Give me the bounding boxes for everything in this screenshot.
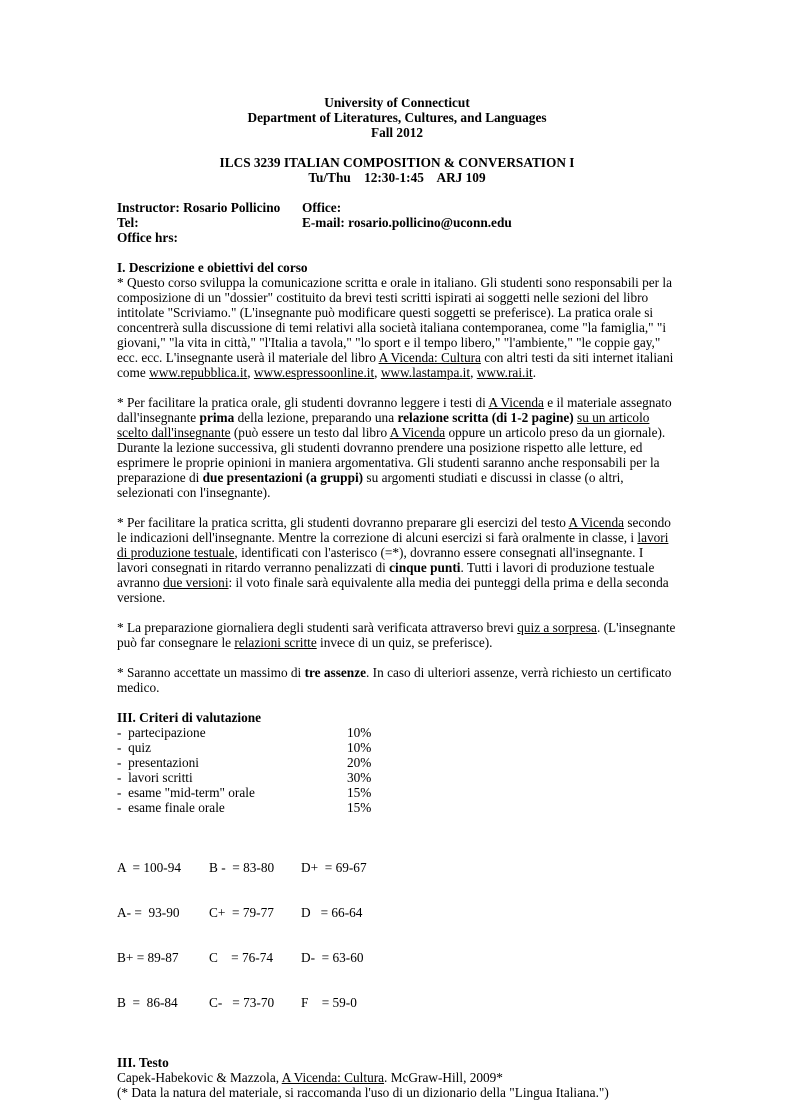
criteria-item: - esame finale orale 15% bbox=[117, 800, 372, 815]
textbook-note: (* Data la natura del materiale, si raccomanda l'uso di un dizionario della "Lingua Italiana.") bbox=[117, 1085, 609, 1100]
university-name: University of Connecticut bbox=[324, 95, 470, 110]
grade-scale bbox=[117, 830, 677, 1040]
book-title: A Vicenda: Cultura bbox=[378, 350, 481, 365]
grade-row: B+ = 89-87 C = 76-74 D- = 63-60 bbox=[117, 950, 364, 965]
link-espresso[interactable]: www.espressoonline.it bbox=[253, 365, 375, 380]
description-paragraph-1: * Questo corso sviluppa la comunicazione scritta e orale in italiano. Gli studenti sono responsabili per la composizione di un "dossier" costituito da brevi testi scritti ispirati ai soggetti nelle sezioni del libro intitolate "Scriviamo." (L'insegnante può modificare questi soggetti se preferisce). La pratica orale si concentrerà sulla discussione di temi relativi alla società italiana contemporanea, come "la famiglia," "i giovani," "la vita in città," "l'Italia a tavola," "lo sport e il tempo libero," "l'ambiente," "le coppie gay," ecc. ecc. L'insegnante userà il materiale del libro A Vicenda: Cultura con altri testi da siti internet italiani come www.repubblica.it, www.espressoonline.it, www.lastampa.it, www.rai.it. bbox=[117, 275, 674, 380]
link-lastampa[interactable]: www.lastampa.it bbox=[380, 365, 471, 380]
tel-label: Tel: bbox=[117, 215, 139, 230]
department-name: Department of Literatures, Cultures, and Languages bbox=[247, 110, 547, 125]
contact-row bbox=[117, 215, 677, 230]
textbook-citation: Capek-Habekovic & Mazzola, A Vicenda: Cultura. McGraw-Hill, 2009* bbox=[117, 1070, 503, 1085]
syllabus-page bbox=[117, 95, 677, 1100]
description-paragraph-5: * Saranno accettate un massimo di tre assenze. In caso di ulteriori assenze, verrà richiesto un certificato medico. bbox=[117, 665, 672, 695]
criteria-list bbox=[117, 725, 677, 815]
criteria-item: - presentazioni 20% bbox=[117, 755, 372, 770]
course-title: ILCS 3239 ITALIAN COMPOSITION & CONVERSATION I bbox=[219, 155, 575, 170]
office-label: Office: bbox=[302, 200, 342, 215]
email-label: E-mail: rosario.pollicino@uconn.edu bbox=[302, 215, 512, 230]
grade-row: A- = 93-90 C+ = 79-77 D = 66-64 bbox=[117, 905, 363, 920]
link-repubblica[interactable]: www.repubblica.it bbox=[149, 365, 248, 380]
grade-row: A = 100-94 B - = 83-80 D+ = 69-67 bbox=[117, 860, 367, 875]
criteria-item: - partecipazione 10% bbox=[117, 725, 372, 740]
section-textbook-title: III. Testo bbox=[117, 1055, 169, 1070]
term: Fall 2012 bbox=[370, 125, 424, 140]
instructor-row bbox=[117, 200, 677, 215]
description-paragraph-3: * Per facilitare la pratica scritta, gli studenti dovranno preparare gli esercizi del testo A Vicenda secondo le indicazioni dell'insegnante. Mentre la correzione di alcuni esercizi si farà oralmente in classe, i lavori di produzione testuale, identificati con l'asterisco (=*), dovranno essere consegnati all'insegnante. I lavori consegnati in ritardo verranno penalizzati di cinque punti. Tutti i lavori di produzione testuale avranno due versioni: il voto finale sarà equivalente alla media dei punteggi della prima e della seconda versione. bbox=[117, 515, 671, 605]
description-paragraph-4: * La preparazione giornaliera degli studenti sarà verificata attraverso brevi quiz a sorpresa. (L'insegnante può far consegnare le relazioni scritte invece di un quiz, se preferisce). bbox=[117, 620, 676, 650]
description-paragraph-2: * Per facilitare la pratica orale, gli studenti dovranno leggere i testi di A Vicenda e il materiale assegnato dall'insegnante prima della lezione, preparando una relazione scritta (di 1-2 pagine) su un articolo scelto dall'insegnante (può essere un testo dal libro A Vicenda oppure un articolo preso da un giornale). Durante la lezione successiva, gli studenti dovranno prendere una posizione rispetto alle letture, ed esprimere le proprie opinioni in maniera argomentativa. Gli studenti saranno anche responsabili per la preparazione di due presentazioni (a gruppi) su argomenti studiati e discussi in classe (o altri, selezionati con l'insegnante). bbox=[117, 395, 672, 500]
section-description-title: I. Descrizione e obiettivi del corso bbox=[117, 260, 308, 275]
section-criteria-title: III. Criteri di valutazione bbox=[117, 710, 262, 725]
link-rai[interactable]: www.rai.it bbox=[476, 365, 533, 380]
criteria-item: - quiz 10% bbox=[117, 740, 372, 755]
office-hours-label: Office hrs: bbox=[117, 230, 178, 245]
criteria-item: - lavori scritti 30% bbox=[117, 770, 372, 785]
course-schedule: Tu/Thu 12:30-1:45 ARJ 109 bbox=[308, 170, 486, 185]
grade-row: B = 86-84 C- = 73-70 F = 59-0 bbox=[117, 995, 357, 1010]
criteria-item: - esame "mid-term" orale 15% bbox=[117, 785, 372, 800]
instructor-name: Instructor: Rosario Pollicino bbox=[117, 200, 281, 215]
